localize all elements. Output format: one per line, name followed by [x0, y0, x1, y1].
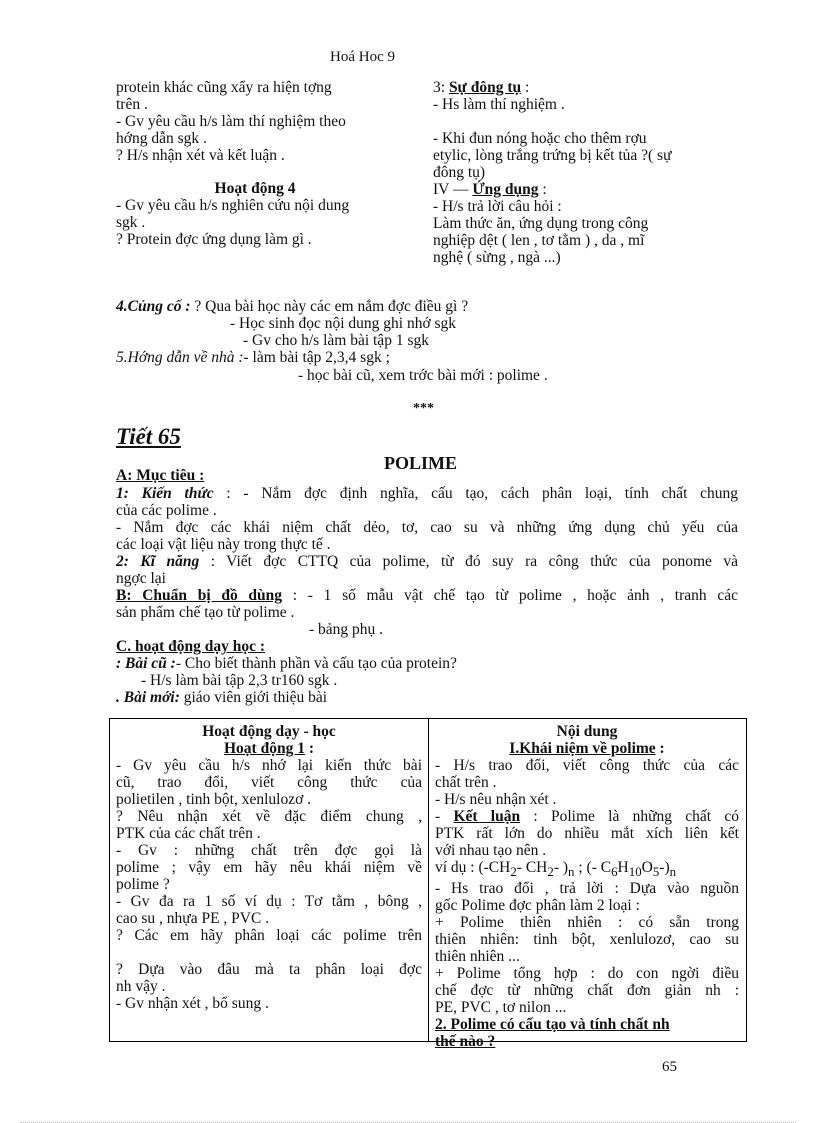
left-row-9: - Gv đa ra 1 số ví dụ : Tơ tằm , bông , [116, 893, 422, 910]
formula-sub: 5 [652, 864, 660, 880]
left-row-2: cũ, trao đổi, viết công thức của [116, 774, 422, 791]
knowledge-label: 1: Kiến thức [116, 485, 214, 502]
formula-part: - ) [553, 859, 569, 876]
old-lesson-line-2: - H/s làm bài tập 2,3 tr160 sgk . [141, 672, 338, 689]
huongdan-line-2: - học bài cũ, xem trớc bài mới : polime . [298, 367, 548, 384]
right-line-4: đông tụ) [433, 164, 486, 181]
formula-sub: n [669, 864, 677, 880]
section-2-title-line-1: 2. Polime có cấu tạo và tính chất nh [435, 1016, 670, 1034]
new-lesson-text: giáo viên giới thiệu bài [179, 689, 328, 706]
huongdan-label: 5.Hớng dẫn về nhà : [116, 349, 244, 366]
section-b-heading: B: Chuẩn bị đồ dùng [116, 587, 283, 604]
col2-header: Nội dung [556, 723, 618, 740]
section-a-heading: A: Mục tiêu : [116, 467, 205, 484]
table-column-divider [428, 719, 429, 1041]
right-line-7: nghiệp dệt ( len , tơ tằm ) , da , mĩ [433, 232, 645, 249]
formula-sub: 10 [628, 864, 642, 880]
right-column [433, 79, 733, 266]
col1-header: Hoạt động dạy - học [202, 723, 336, 740]
separator-stars: *** [413, 401, 434, 416]
table-left-cell [116, 723, 422, 1012]
col2-subheader [435, 740, 739, 757]
left-row-13: ? Dựa vào đâu mà ta phân loại đợc [116, 961, 422, 978]
activity-table [109, 718, 747, 1051]
section-1-colon: : [655, 740, 665, 757]
old-lesson-line [116, 655, 457, 672]
section-b-line-2: sản phẩm chế tạo từ polime . [116, 604, 295, 621]
right-row-10: + Polime thiên nhiên : có sẵn trong [435, 914, 739, 932]
knowledge-line-3: - Nắm đợc các khái niệm chất dẻo, tơ, cao su và những ứng dụng chủ yếu của [116, 519, 738, 536]
left-row-1: - Gv yêu cầu h/s nhớ lại kiến thức bài [116, 757, 422, 774]
formula-part: -) [659, 859, 670, 876]
knowledge-line-1 [116, 485, 738, 502]
col1-subheader [116, 740, 422, 757]
left-line-4: hớng dẫn sgk . [116, 130, 207, 147]
section-4-colon: : [538, 181, 547, 198]
left-line-3: - Gv yêu cầu h/s làm thí nghiệm theo [116, 113, 346, 130]
left-line-2: trên . [116, 96, 148, 113]
old-lesson-text: - Cho biết thành phần và cấu tạo của protein? [175, 655, 457, 672]
section-c-heading: C. hoạt động dạy học : [116, 638, 265, 655]
section-b [116, 587, 738, 621]
cungco-label: 4.Củng cố : [116, 298, 191, 315]
formula-part: H [617, 859, 629, 876]
old-lesson-label: : Bài cũ : [116, 655, 176, 672]
right-row-2: chất trên . [435, 774, 497, 791]
conclusion-label: Kết luận [453, 808, 521, 825]
section-3-colon: : [521, 79, 530, 96]
section-3-number: 3: [433, 79, 449, 96]
section-a-body [116, 485, 738, 587]
formula-part: O [641, 859, 653, 876]
right-row-8: - Hs trao đổi , trả lời : Dựa vào nguồn [435, 880, 739, 898]
right-line-6: Làm thức ăn, ứng dụng trong công [433, 215, 649, 232]
formula-sub: n [568, 864, 575, 880]
skill-line-1 [116, 553, 738, 570]
left-row-4: ? Nêu nhận xét về đặc điểm chung , [116, 808, 422, 825]
knowledge-text-1: : - Nắm đợc định nghĩa, cấu tạo, cách phân loại, tính chất chung [213, 485, 738, 502]
cungco-line-2: - Học sinh đọc nội dung ghi nhớ sgk [230, 315, 457, 332]
right-row-11: thiên nhiên: tinh bột, xenlulozơ, cao su [435, 931, 739, 949]
huongdan-text-1: - làm bài tập 2,3,4 sgk ; [243, 349, 390, 366]
formula-part: ; (- C [574, 859, 612, 876]
right-row-13: + Polime tổng hợp : do con ngời điều [435, 965, 739, 983]
formula-sub: 2 [547, 864, 554, 880]
right-row-15: PE, PVC , tơ nilon ... [435, 999, 567, 1017]
formula-part: ví dụ : (-CH [435, 859, 511, 876]
section-b-text-1: : - 1 số mẫu vật chế tạo từ polime , hoặc ảnh , tranh các [282, 587, 738, 604]
activity-1-colon: : [304, 740, 314, 757]
knowledge-line-2: của các polime . [116, 502, 217, 519]
new-lesson-label: . Bài mới: [116, 689, 180, 706]
right-row-9: gốc Polime đợc phân làm 2 loại : [435, 897, 640, 915]
right-row-7-formula [435, 859, 739, 880]
left-row-7: polime ; vậy em hãy nêu khái niệm về [116, 859, 422, 876]
lesson-heading: Tiết 65 [116, 424, 181, 449]
page-header: Hoá Hoc 9 [330, 49, 395, 65]
skill-label: 2: Kĩ năng [116, 553, 200, 570]
huongdan-line-1 [116, 349, 390, 366]
right-row-4: - Kết luận : Polime là những chất có [435, 808, 739, 825]
section-3-title: Sự đông tụ [448, 79, 522, 96]
activity-4-title: Hoạt động 4 [214, 180, 296, 197]
right-line-2: - Khi đun nóng hoặc cho thêm rợu [433, 130, 647, 147]
right-row-12: thiên nhiên ... [435, 948, 520, 966]
right-line-8: nghệ ( sừng , ngà ...) [433, 249, 561, 266]
skill-text-1: : Viết đợc CTTQ của polime, từ đó suy ra công thức của ponome và [199, 553, 738, 570]
skill-line-2: ngợc lại [116, 570, 166, 587]
cungco-line-1 [116, 298, 468, 315]
activity-1-title: Hoạt động 1 [223, 740, 305, 757]
right-line-5: - H/s trả lời câu hỏi : [433, 198, 562, 215]
right-row-14: chế đợc từ những chất đơn giản nh : [435, 982, 739, 1000]
left-line-8: ? Protein đợc ứng dụng làm gì . [116, 231, 312, 248]
section-1-title: I.Khái niệm về polime [509, 740, 656, 757]
left-line-7: sgk . [116, 214, 146, 231]
right-row-3: - H/s nêu nhận xét . [435, 791, 557, 808]
section-b-line-1 [116, 587, 738, 604]
left-column [116, 79, 416, 248]
section-2-title-line-2: thế nào ? [435, 1033, 496, 1051]
left-line-5: ? H/s nhận xét và kết luận . [116, 147, 285, 164]
formula-sub: 6 [611, 864, 618, 880]
right-row-1: - H/s trao đổi, viết công thức của các [435, 757, 739, 774]
right-row-5: PTK rất lớn do nhiều mắt xích liên kết [435, 825, 739, 842]
left-row-6: - Gv : những chất trên đợc gọi là [116, 842, 422, 859]
right-line-3: etylic, lòng trắng trứng bị kết tủa ?( sự [433, 147, 672, 164]
right-line-1: - Hs làm thí nghiệm . [433, 96, 565, 113]
formula-sub: 2 [510, 864, 517, 880]
left-row-15: - Gv nhận xét , bổ sung . [116, 995, 269, 1012]
section-4-title: Ứng dụng [472, 181, 539, 198]
formula-part: - CH [516, 859, 548, 876]
section-4-heading [433, 181, 733, 198]
section-4-number: IV — [433, 181, 473, 198]
knowledge-line-4: các loại vật liệu này trong thực tế . [116, 536, 331, 553]
left-row-11: ? Các em hãy phân loại các polime trên [116, 927, 422, 944]
left-row-3: polietilen , tinh bột, xenlulozơ . [116, 791, 312, 808]
new-lesson-line [116, 689, 327, 706]
right-row-6: với nhau tạo nên . [435, 842, 547, 859]
lesson-title: POLIME [384, 453, 458, 473]
left-row-10: cao su , nhựa PE , PVC . [116, 910, 270, 927]
left-line-6: - Gv yêu cầu h/s nghiên cứu nội dung [116, 197, 350, 214]
page-number: 65 [662, 1059, 677, 1075]
left-row-14: nh vậy . [116, 978, 166, 995]
table-right-cell [435, 723, 739, 1050]
left-line-1: protein khác cũng xẩy ra hiện tợng [116, 79, 332, 96]
cungco-line-3: - Gv cho h/s làm bài tập 1 sgk [243, 332, 429, 349]
cungco-text-1: ? Qua bài học này các em nắm đợc điều gì ? [190, 298, 469, 315]
section-3-heading [433, 79, 733, 96]
left-row-8: polime ? [116, 876, 170, 893]
section-b-line-3: - bảng phụ . [309, 621, 384, 638]
left-row-5: PTK của các chất trên . [116, 825, 261, 842]
left-row-12 [116, 944, 422, 961]
